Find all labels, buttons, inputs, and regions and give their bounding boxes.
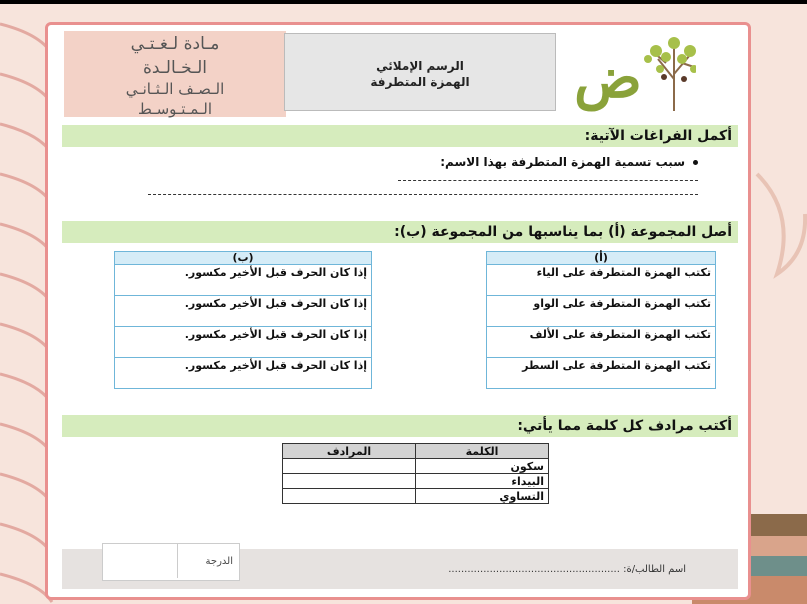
- grade-level-2: الـمـتـوسـط: [137, 100, 213, 118]
- word-column-header: الكلمة: [416, 444, 549, 459]
- fill-blank-question: [440, 155, 698, 169]
- answer-line-1[interactable]: [398, 180, 698, 181]
- footer-bar: [62, 549, 738, 589]
- group-b-item[interactable]: إذا كان الحرف قبل الأخير مكسور.: [115, 296, 372, 327]
- group-b-item[interactable]: إذا كان الحرف قبل الأخير مكسور.: [115, 358, 372, 389]
- bullet-icon: [693, 160, 698, 165]
- worksheet-sheet: [45, 22, 751, 600]
- group-b-item[interactable]: إذا كان الحرف قبل الأخير مكسور.: [115, 327, 372, 358]
- dad-letter-tree-logo: [556, 29, 696, 117]
- group-b-item[interactable]: إذا كان الحرف قبل الأخير مكسور.: [115, 265, 372, 296]
- lesson-topic: الرسم الإملائي: [376, 59, 464, 73]
- synonym-column-header: المرادف: [283, 444, 416, 459]
- subject-header: [64, 31, 286, 117]
- subject-title-2: الـخـالـدة: [142, 58, 207, 78]
- worksheet-page: [0, 4, 807, 604]
- grade-label: الدرجة: [205, 556, 233, 567]
- group-a-header: (أ): [487, 252, 716, 265]
- subject-title: مـادة لـغـتـي: [130, 34, 220, 54]
- fill-blank-text: سبب تسمية الهمزة المتطرفة بهذا الاسم:: [440, 155, 685, 169]
- group-a-item[interactable]: تكتب الهمزة المتطرفة على الواو: [487, 296, 716, 327]
- group-a-item[interactable]: تكتب الهمزة المتطرفة على الألف: [487, 327, 716, 358]
- lesson-subtopic: الهمزة المتطرفة: [370, 75, 470, 89]
- section-2-title: أصل المجموعة (أ) بما يناسبها من المجموعة (ب):: [62, 221, 738, 243]
- section-3-title: أكتب مرادف كل كلمة مما يأتي:: [62, 415, 738, 437]
- logo-letter: ض: [574, 45, 642, 111]
- grade-input[interactable]: [103, 544, 178, 578]
- synonyms-table: [282, 443, 549, 504]
- group-a-item[interactable]: تكتب الهمزة المتطرفة على الياء: [487, 265, 716, 296]
- answer-line-2[interactable]: [148, 194, 698, 195]
- word-cell: التساوي: [416, 489, 549, 504]
- group-b-table: [114, 251, 372, 389]
- synonym-cell[interactable]: [283, 474, 416, 489]
- lesson-topic-box: [284, 33, 556, 111]
- group-a-item[interactable]: تكتب الهمزة المتطرفة على السطر: [487, 358, 716, 389]
- section-1-title: أكمل الفراغات الآتية:: [62, 125, 738, 147]
- synonym-cell[interactable]: [283, 459, 416, 474]
- group-a-table: [486, 251, 716, 389]
- synonym-cell[interactable]: [283, 489, 416, 504]
- word-cell: سكون: [416, 459, 549, 474]
- word-cell: البيداء: [416, 474, 549, 489]
- grade-level: الـصـف الـثـانـي: [125, 80, 225, 98]
- group-b-header: (ب): [115, 252, 372, 265]
- grade-box: [102, 543, 240, 581]
- student-name-field[interactable]: اسم الطالب/ة: ......................................................: [448, 564, 686, 575]
